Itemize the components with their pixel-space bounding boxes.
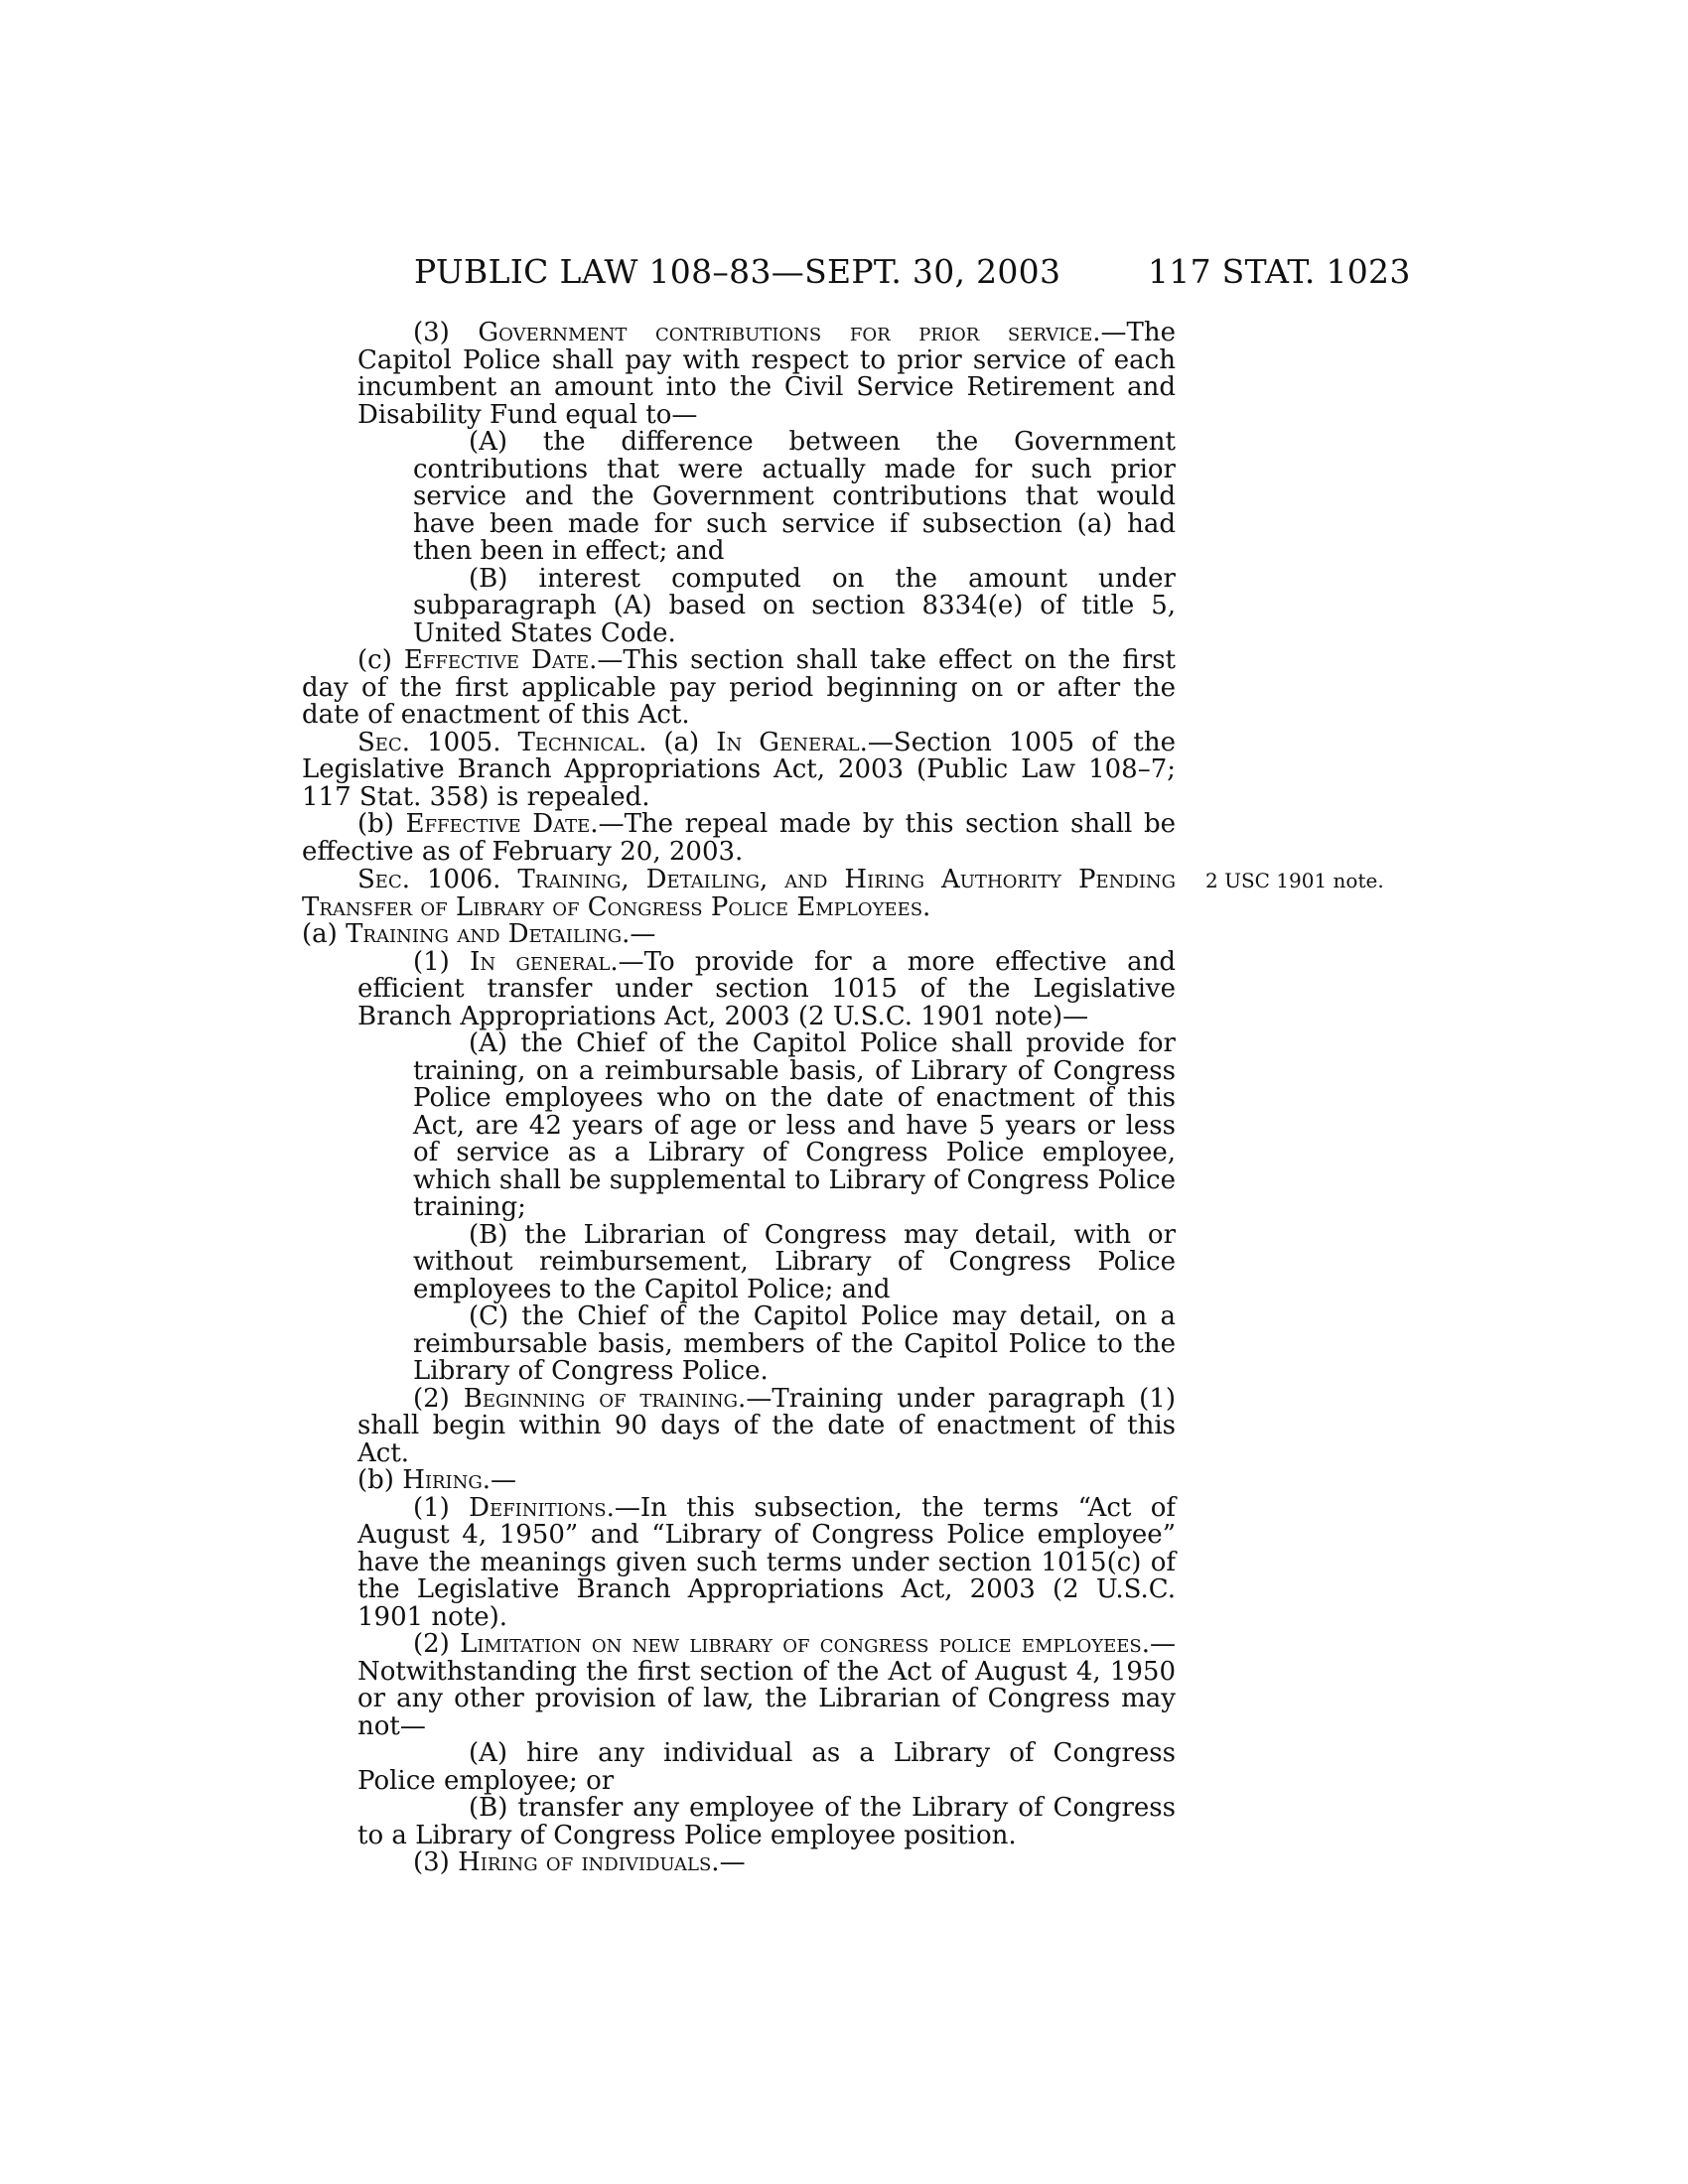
paragraph-1-in-general: (1) In general.—To provide for a more effective and efficient transfer under section 1015 of the Legislative Branch Appropriations Act, 2003 (2 U.S.C. 1901 note)— [357,946,1176,1031]
paragraph-2-beginning: (2) Beginning of training.—Training under paragraph (1) shall begin within 90 days of the date of enactment of this Act. [357,1383,1176,1468]
subparagraph-a-training: (A) the Chief of the Capitol Police shall provide for training, on a reimbursable basis, of Library of Congress Police employees who on the date of enactment of this Act, are 42 years of age or less and have 5 years or less of service as a Library of Congress Police employee, which shall be supplemental to Library of Congress Police training; [413,1028,1176,1222]
section-1005-b: (b) Effective Date.—The repeal made by this section shall be effective as of February 20, 2003. [302,809,1177,867]
section-1006-heading: Sec. 1006. Training, Detailing, and Hiring Authority Pending Transfer of Library of Congress Police Employees. [302,865,1176,922]
paragraph-3-prior-service: (3) Government contributions for prior service.—The Capitol Police shall pay with respect to prior service of each incumbent an amount into the Civil Service Retirement and Disability Fund equal to— [357,318,1177,430]
paragraph-3-hiring-individuals: (3) Hiring of individuals.— [413,1847,746,1877]
subparagraph-b-detail: (B) the Librarian of Congress may detail, with or without reimbursement, Library of Congress Police employees to the Capitol Police; and [413,1219,1176,1304]
subparagraph-b-transfer: (B) transfer any employee of the Library of Congress to a Library of Congress Police employee position. [357,1793,1176,1850]
running-head-title: PUBLIC LAW 108–83—SEPT. 30, 2003 [414,252,1061,291]
paragraph-1-definitions: (1) Definitions.—In this subsection, the terms “Act of August 4, 1950” and “Library of Congress Police employee” have the meanings given such terms under section 1015(c) of the Legislative Branch Appropriations Act, 2003 (2 U.S.C. 1901 note). [357,1492,1177,1632]
subparagraph-c-detail: (C) the Chief of the Capitol Police may detail, on a reimbursable basis, members of the Capitol Police to the Library of Congress Police. [413,1301,1176,1386]
page-number: 117 STAT. 1023 [1148,252,1411,291]
section-1005: Sec. 1005. Technical. (a) In General.—Section 1005 of the Legislative Branch Appropriations Act, 2003 (Public Law 108–7; 117 Stat. 358) is repealed. [302,727,1176,812]
margin-note: 2 USC 1901 note. [1205,869,1384,892]
subsection-a-training: (a) Training and Detailing.— [302,919,656,949]
paragraph-2-limitation: (2) Limitation on new library of congress police employees.—Notwithstanding the first section of the Act of August 4, 1950 or any other provision of law, the Librarian of Congress may not— [357,1629,1176,1741]
subsection-b-hiring: (b) Hiring.— [357,1465,517,1495]
subparagraph-a: (A) the difference between the Government contributions that were actually made for such prior service and the Government contributions that would have been made for such service if subsection (a) had then been in effect; and [413,427,1176,566]
subsection-c-effective-date: (c) Effective Date.—This section shall take effect on the first day of the first applicable pay period beginning on or after the date of enactment of this Act. [302,645,1176,730]
subparagraph-a-hire: (A) hire any individual as a Library of Congress Police employee; or [357,1738,1176,1796]
statute-body [302,320,1176,1877]
subparagraph-b: (B) interest computed on the amount under subparagraph (A) based on section 8334(e) of title 5, United States Code. [413,563,1176,648]
